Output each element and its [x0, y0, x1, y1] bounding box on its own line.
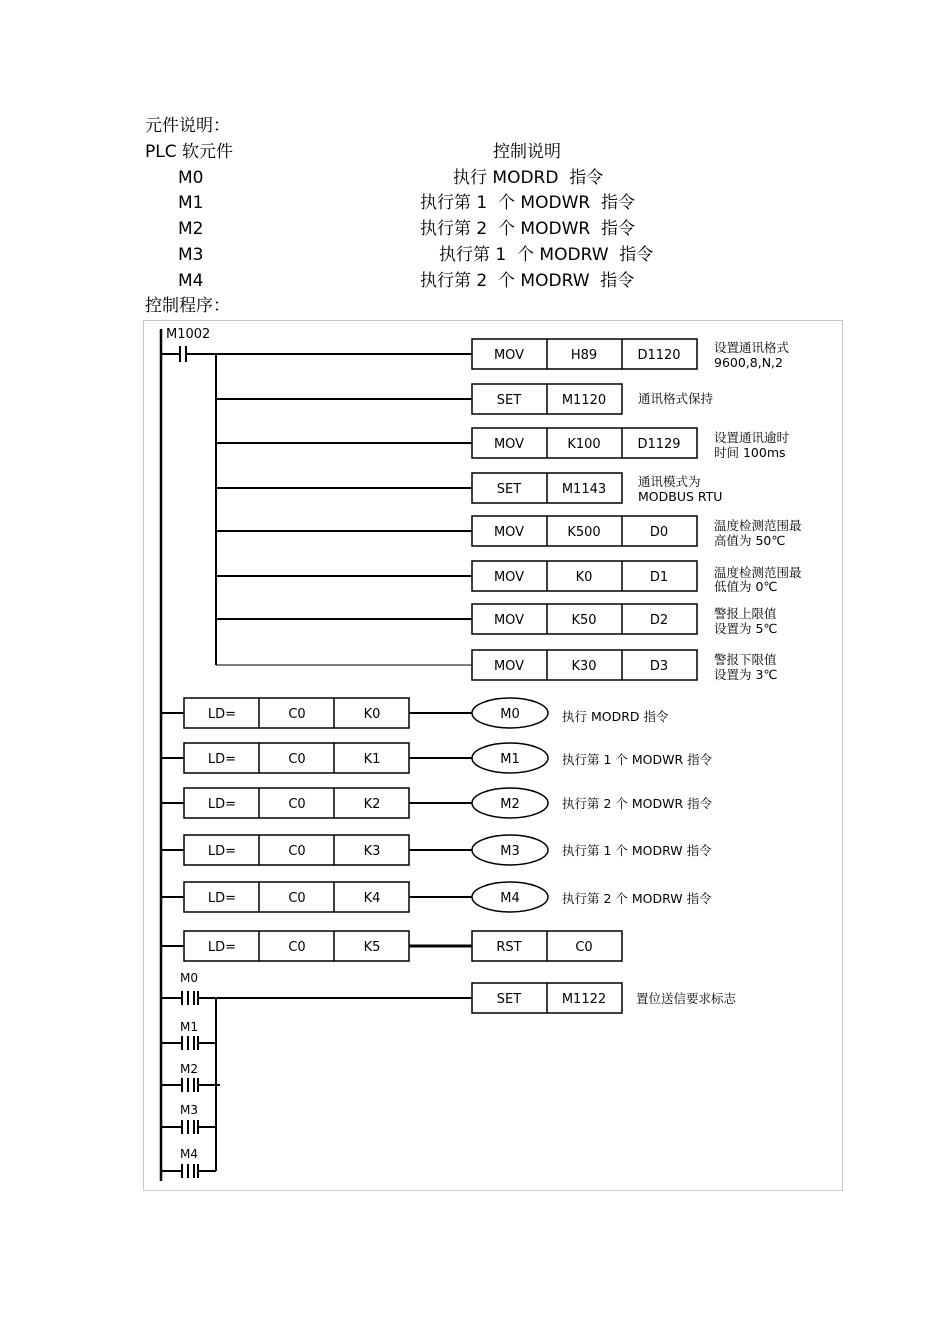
rung-comment: 设置通讯逾时 [714, 430, 790, 445]
compare-op: LD= [207, 707, 237, 722]
rung-comment: 9600,8,N,2 [714, 355, 783, 370]
init-contact-label: M1002 [166, 327, 211, 342]
compare-arg: C0 [288, 844, 306, 859]
device-description: 执行第 2 个 MODWR 指令 [420, 219, 635, 239]
compare-op: LD= [207, 752, 237, 767]
rung-comment: 低值为 0℃ [714, 579, 778, 594]
instruction-arg: D1129 [637, 437, 681, 452]
rung-comment: 时间 100ms [714, 445, 786, 460]
compare-op: LD= [207, 891, 237, 906]
device-label: M3 [178, 245, 204, 265]
rung-comment: 设置为 5℃ [714, 621, 778, 636]
rung-comment: 警报下限值 [714, 652, 777, 667]
instruction-op: MOV [493, 659, 525, 674]
description-column-header: 控制说明 [493, 142, 561, 162]
intro-title: 元件说明： [145, 116, 230, 136]
contact-label: M4 [180, 1147, 198, 1161]
output-coil-label: M1 [500, 752, 520, 767]
rung-comment: 温度检测范围最 [714, 565, 802, 580]
rung-comment: 设置通讯格式 [714, 340, 790, 355]
instruction-op: MOV [493, 613, 525, 628]
instruction-op: MOV [493, 437, 525, 452]
instruction-arg: D1120 [637, 348, 681, 363]
rung-comment: 高值为 50℃ [714, 533, 786, 548]
compare-op: LD= [207, 940, 237, 955]
compare-arg: K5 [363, 940, 381, 955]
instruction-op: RST [496, 940, 522, 955]
rung-comment: 通讯模式为 [638, 474, 701, 489]
instruction-arg: K500 [567, 525, 601, 540]
rung-comment: 通讯格式保持 [638, 391, 714, 406]
ladder-canvas [144, 321, 844, 1192]
contact-label: M1 [180, 1020, 198, 1034]
device-label: M2 [178, 219, 204, 239]
compare-arg: K0 [363, 707, 381, 722]
compare-arg: C0 [288, 797, 306, 812]
device-description: 执行第 1 个 MODRW 指令 [439, 245, 654, 265]
instruction-arg: K50 [571, 613, 597, 628]
instruction-arg: H89 [570, 348, 598, 363]
compare-arg: C0 [288, 752, 306, 767]
instruction-arg: M1120 [561, 393, 607, 408]
output-coil-label: M4 [500, 891, 520, 906]
rung-comment: 警报上限值 [714, 606, 777, 621]
contact-label: M3 [180, 1103, 198, 1117]
instruction-arg: D1 [649, 570, 669, 585]
instruction-arg: K100 [567, 437, 601, 452]
contact-label: M0 [180, 971, 198, 985]
rung-comment: 执行第 1 个 MODWR 指令 [562, 752, 713, 767]
rung-comment: 置位送信要求标志 [636, 991, 737, 1006]
instruction-op: SET [496, 393, 522, 408]
instruction-op: SET [496, 482, 522, 497]
rung-comment: 温度检测范围最 [714, 518, 802, 533]
program-title: 控制程序： [145, 296, 230, 316]
device-description: 执行 MODRD 指令 [453, 168, 604, 188]
instruction-arg: D2 [649, 613, 669, 628]
output-coil-label: M0 [500, 707, 520, 722]
rung-comment: 执行第 2 个 MODRW 指令 [562, 891, 712, 906]
compare-arg: K2 [363, 797, 381, 812]
contact-label: M2 [180, 1062, 198, 1076]
instruction-arg: M1143 [561, 482, 607, 497]
instruction-arg: K30 [571, 659, 597, 674]
instruction-arg: M1122 [561, 992, 607, 1007]
device-label: M4 [178, 271, 204, 291]
rung-comment: 执行第 2 个 MODWR 指令 [562, 796, 713, 811]
compare-arg: C0 [288, 707, 306, 722]
instruction-arg: K0 [575, 570, 593, 585]
instruction-op: SET [496, 992, 522, 1007]
ladder-diagram [143, 320, 843, 1191]
instruction-arg: D3 [649, 659, 669, 674]
instruction-arg: D0 [649, 525, 669, 540]
device-description: 执行第 2 个 MODRW 指令 [420, 271, 635, 291]
device-label: M0 [178, 168, 204, 188]
compare-arg: K4 [363, 891, 381, 906]
instruction-op: MOV [493, 525, 525, 540]
compare-arg: C0 [288, 891, 306, 906]
compare-op: LD= [207, 844, 237, 859]
device-column-header: PLC 软元件 [145, 142, 233, 162]
rung-comment: 执行 MODRD 指令 [562, 709, 669, 724]
device-description: 执行第 1 个 MODWR 指令 [420, 193, 635, 213]
compare-arg: C0 [288, 940, 306, 955]
compare-arg: K1 [363, 752, 381, 767]
rung-comment: 设置为 3℃ [714, 667, 778, 682]
instruction-arg: C0 [575, 940, 593, 955]
instruction-op: MOV [493, 348, 525, 363]
compare-arg: K3 [363, 844, 381, 859]
output-coil-label: M2 [500, 797, 520, 812]
compare-op: LD= [207, 797, 237, 812]
device-label: M1 [178, 193, 204, 213]
output-coil-label: M3 [500, 844, 520, 859]
instruction-op: MOV [493, 570, 525, 585]
rung-comment: 执行第 1 个 MODRW 指令 [562, 843, 712, 858]
rung-comment: MODBUS RTU [638, 489, 723, 504]
